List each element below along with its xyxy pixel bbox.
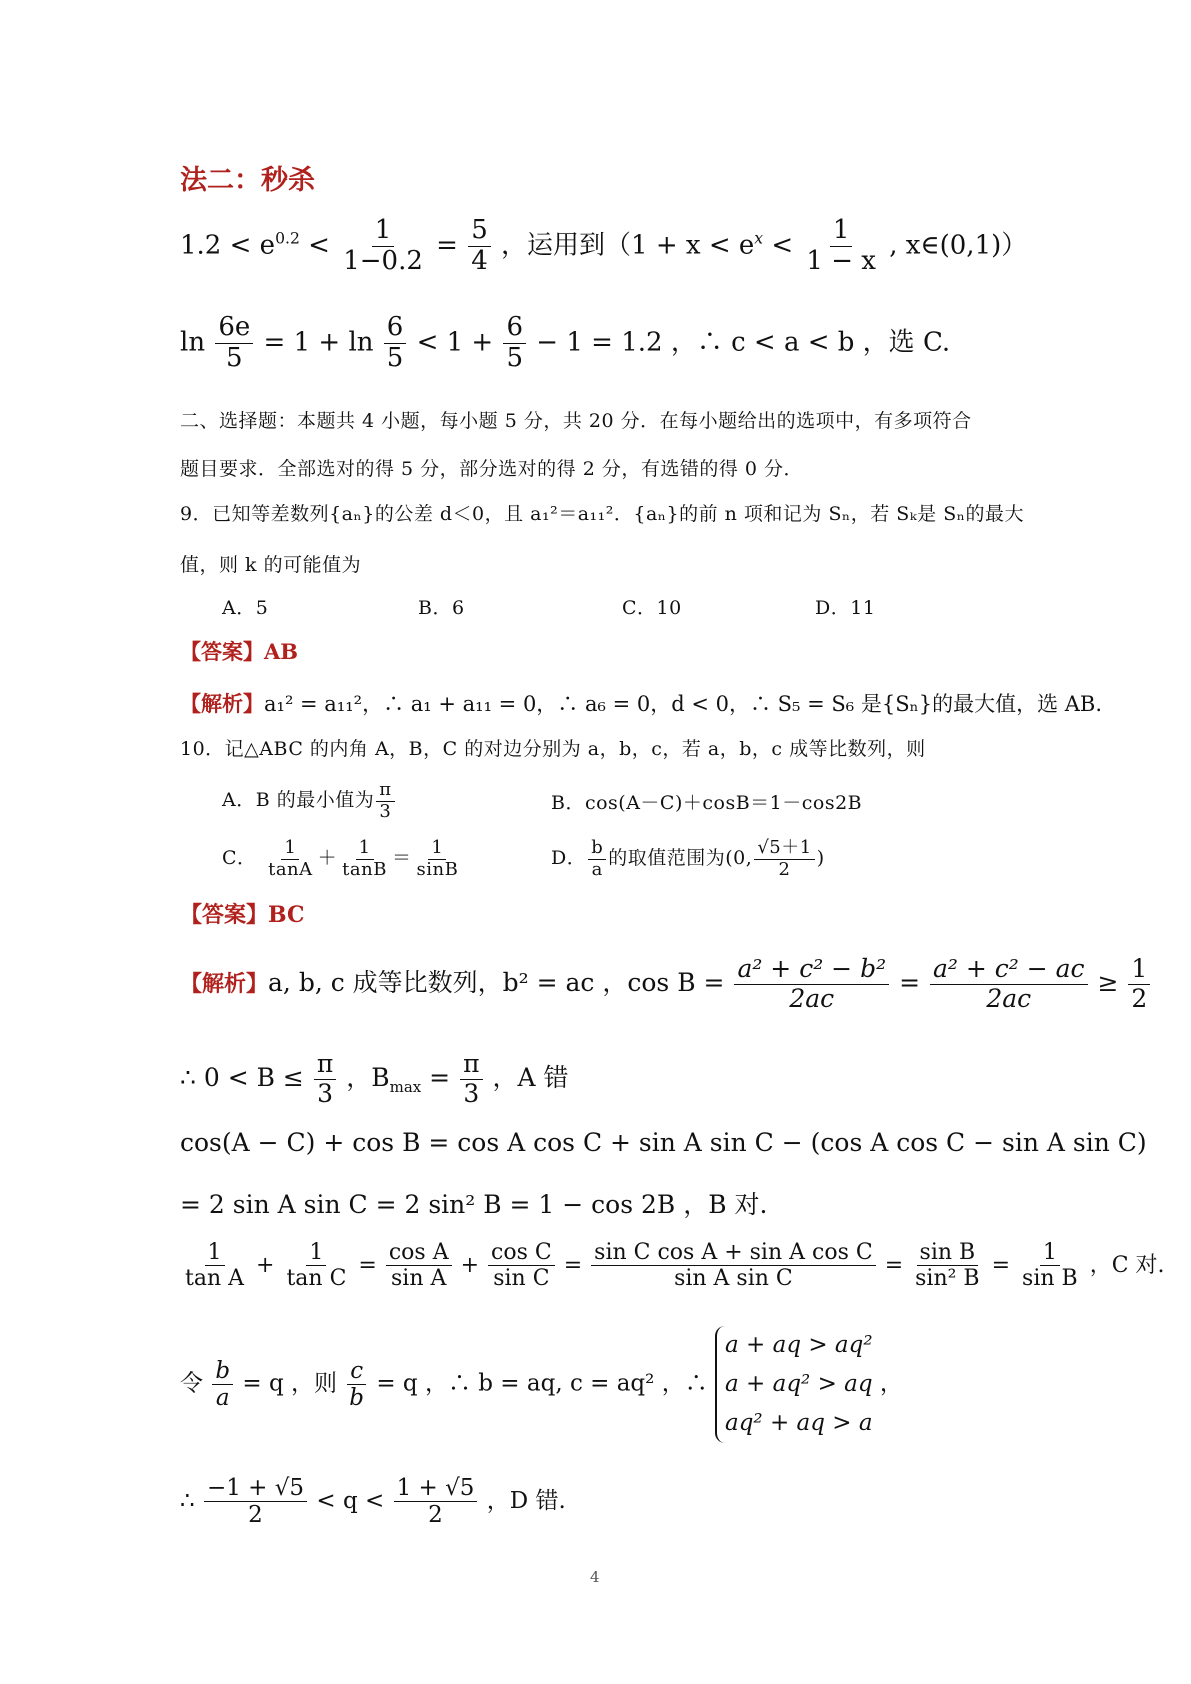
m2-frac3-num: 6 — [503, 313, 526, 344]
m1-exp: 0.2 — [275, 229, 300, 248]
a2-d: ，A 错 — [492, 1062, 569, 1092]
q10-c-frac2-num: 1 — [356, 838, 374, 860]
q10-d-range-den: 2 — [778, 858, 791, 880]
q10-c-label: C． — [222, 847, 257, 870]
m2-frac3 — [503, 313, 526, 374]
a5-frac7 — [1019, 1240, 1081, 1292]
a2-c: = — [421, 1062, 451, 1092]
m1-tail: , x∈(0,1)） — [889, 230, 1028, 261]
q10-answer-value: BC — [268, 902, 305, 928]
a1-frac2 — [930, 955, 1088, 1014]
a1-eq: = — [899, 967, 921, 997]
m2-frac1-den: 5 — [226, 342, 243, 373]
q10-option-b: B．cos(A－C)＋cosB＝1－cos2B — [551, 792, 863, 814]
bound-line-ln — [180, 313, 950, 374]
q10-d-frac-den: a — [591, 858, 603, 880]
a5-plus2: + — [460, 1252, 480, 1278]
q9-stem-2: 值，则 k 的可能值为 — [180, 554, 362, 576]
m2-frac2-den: 5 — [386, 342, 404, 373]
m2-p1: = 1 + ln — [263, 327, 374, 358]
m2-p3: − 1 = 1.2 ，∴ c < a < b ，选 C. — [536, 327, 951, 358]
a5-f5-den: sin A sin C — [674, 1266, 793, 1292]
q10-c-frac2-den: tanB — [342, 858, 387, 880]
a5-frac5 — [591, 1240, 876, 1292]
a2-frac2-num: π — [460, 1050, 482, 1080]
a5-plus: + — [256, 1252, 275, 1278]
a5-eq3: = — [884, 1252, 904, 1278]
a7-f2-den: 2 — [428, 1502, 443, 1529]
a2-a: ∴ 0 < B ≤ — [180, 1062, 304, 1092]
a1-text: a, b, c 成等比数列，b² = ac ，cos B = — [268, 967, 725, 997]
a6-sys-1: a + aq > aq² — [725, 1332, 873, 1358]
q9-analysis — [180, 688, 1102, 718]
m2-frac1 — [215, 313, 253, 374]
a5-frac1 — [182, 1240, 247, 1292]
a2-frac-num: π — [314, 1050, 336, 1080]
q10-answer-label: 【答案】 — [180, 903, 269, 928]
a6-f2-num: c — [347, 1358, 366, 1385]
q10-c-frac3-num: 1 — [428, 838, 446, 860]
m1-mid: ，运用到（1 + x < e — [501, 230, 755, 261]
a5-frac3 — [386, 1240, 452, 1292]
q10-c-frac1-den: tanA — [268, 858, 313, 880]
q10-analysis-line1 — [180, 955, 1152, 1014]
q10-analysis-line4: = 2 sin A sin C = 2 sin² B = 1 − cos 2B ，B 对. — [180, 1190, 768, 1219]
q10-c-eq: ＝ — [391, 847, 412, 870]
a5-f5-num: sin C cos A + sin A cos C — [591, 1240, 876, 1266]
a5-f4-den: sin C — [493, 1266, 550, 1292]
a7-f1-den: 2 — [248, 1502, 263, 1529]
a5-f1-den: tan A — [185, 1266, 245, 1292]
a5-f7-num: 1 — [1040, 1240, 1060, 1266]
q9-option-c: C．10 — [622, 597, 682, 619]
a7-therefore: ∴ — [180, 1487, 195, 1514]
q10-answer — [180, 898, 305, 929]
q10-c-frac1 — [265, 838, 316, 880]
q10-c-frac1-num: 1 — [281, 838, 299, 860]
a5-f4-num: cos C — [488, 1240, 555, 1266]
q10-d-close: ) — [816, 847, 825, 870]
a6-frac1 — [212, 1358, 233, 1412]
q9-analysis-text: a₁² = a₁₁²，∴ a₁ + a₁₁ = 0，∴ a₆ = 0，d < 0，∴ S₅ = S₆ 是{Sₙ}的最大值，选 AB. — [264, 692, 1103, 716]
a1-frac1-den: 2ac — [789, 983, 835, 1013]
q9-option-a: A．5 — [222, 597, 269, 619]
q10-d-frac — [588, 838, 606, 880]
q10-d-range-frac — [754, 838, 814, 880]
page-number: 4 — [590, 1568, 600, 1586]
a6-system — [715, 1326, 873, 1443]
a5-f6-num: sin B — [917, 1240, 979, 1266]
q10-stem: 10．记△ABC 的内角 A，B，C 的对边分别为 a，b，c，若 a，b，c 成等比数列，则 — [180, 738, 926, 760]
a2-frac-den: 3 — [317, 1078, 333, 1108]
a6-sys-3: aq² + aq > a — [725, 1410, 873, 1437]
q10-c-frac3-den: sinB — [416, 858, 459, 880]
a2-sub: max — [389, 1077, 422, 1096]
q10-d-frac-num: b — [588, 838, 606, 860]
q10-d-label: D． — [551, 847, 587, 870]
q10-analysis-label: 【解析】 — [180, 971, 269, 997]
a5-eq2: = — [563, 1252, 583, 1278]
q10-analysis-line3: cos(A − C) + cos B = cos A cos C + sin A sin C − (cos A cos C − sin A sin C) — [180, 1128, 1147, 1157]
m1-frac2-num: 5 — [468, 216, 491, 247]
m1-frac1-den: 1−0.2 — [343, 245, 423, 276]
m2-frac3-den: 5 — [506, 342, 524, 373]
q9-answer-label: 【答案】 — [180, 640, 264, 664]
q10-option-a — [222, 780, 397, 822]
a6-f1-num: b — [212, 1358, 233, 1385]
m1-lt2: < — [763, 230, 802, 261]
m1-frac1 — [340, 216, 426, 277]
q10-c-frac2 — [339, 838, 390, 880]
a7-f1-num: −1 + √5 — [204, 1475, 307, 1502]
a5-f3-den: sin A — [391, 1266, 447, 1292]
q10-analysis-line7 — [180, 1475, 566, 1529]
m2-ln: ln — [180, 327, 206, 358]
a6-f2-den: b — [349, 1385, 365, 1412]
a2-b: ，B — [346, 1062, 390, 1092]
a5-frac4 — [488, 1240, 555, 1292]
a7-frac1 — [204, 1475, 307, 1529]
q9-option-d: D．11 — [815, 597, 876, 619]
method-two-heading: 法二：秒杀 — [180, 165, 315, 196]
a1-frac3-den: 2 — [1131, 983, 1148, 1013]
q10-a-text: A．B 的最小值为 — [222, 789, 375, 812]
m2-frac2-num: 6 — [384, 313, 407, 344]
q9-stem-1: 9．已知等差数列{aₙ}的公差 d＜0，且 a₁²＝a₁₁²．{aₙ}的前 n 项和记为 Sₙ，若 Sₖ是 Sₙ的最大 — [180, 503, 1024, 525]
a5-eq1: = — [358, 1252, 377, 1278]
a2-frac-2 — [460, 1050, 482, 1109]
q10-analysis-line2 — [180, 1050, 569, 1109]
m2-frac2 — [384, 313, 407, 374]
a7-tail: ，D 错. — [486, 1487, 566, 1514]
a5-f1-num: 1 — [205, 1240, 225, 1266]
a5-f6-den: sin² B — [915, 1266, 980, 1292]
a5-frac6 — [912, 1240, 982, 1292]
a5-f2-num: 1 — [306, 1240, 326, 1266]
q10-a-num: π — [376, 780, 394, 802]
q10-c-frac3 — [413, 838, 461, 880]
m1-frac3 — [803, 216, 879, 277]
a2-frac2-den: 3 — [463, 1078, 480, 1108]
a1-ge: ≥ — [1097, 967, 1119, 997]
a7-f2-num: 1 + √5 — [394, 1475, 478, 1502]
bound-line-e02 — [180, 216, 1027, 277]
a6-comma: ， — [879, 1370, 903, 1397]
a6-frac2 — [346, 1358, 367, 1412]
m2-frac1-num: 6e — [215, 313, 253, 344]
q10-c-plus: ＋ — [317, 847, 338, 870]
a5-tail: ，C 对. — [1089, 1252, 1165, 1278]
section-two-instructions-2: 题目要求．全部选对的得 5 分，部分选对的得 2 分，有选错的得 0 分． — [180, 458, 804, 480]
a6-ling: 令 — [180, 1370, 203, 1397]
a6-t1: = q ，则 — [242, 1370, 337, 1397]
m1-left: 1.2 < e — [180, 230, 276, 261]
section-two-instructions-1: 二、选择题：本题共 4 小题，每小题 5 分，共 20 分．在每小题给出的选项中，有多项符合 — [180, 410, 972, 432]
a1-frac1 — [734, 955, 889, 1014]
a1-frac1-num: a² + c² − b² — [734, 955, 889, 985]
a1-frac2-den: 2ac — [986, 983, 1032, 1013]
a1-frac2-num: a² + c² − ac — [930, 955, 1088, 985]
a1-frac3-num: 1 — [1128, 955, 1150, 985]
a5-frac2 — [283, 1240, 349, 1292]
q10-d-text: 的取值范围为(0, — [608, 847, 753, 870]
a7-frac2 — [394, 1475, 478, 1529]
a6-f1-den: a — [215, 1385, 230, 1412]
a7-mid: < q < — [316, 1487, 392, 1514]
q9-answer — [180, 636, 298, 666]
q10-analysis-line5 — [180, 1240, 1165, 1292]
m1-frac3-den: 1 − x — [806, 245, 876, 276]
m1-frac3-num: 1 — [830, 216, 853, 247]
m1-eq: = — [436, 230, 467, 261]
q9-answer-value: AB — [264, 639, 299, 664]
m1-frac2-den: 4 — [471, 245, 488, 276]
a5-f7-den: sin B — [1022, 1266, 1078, 1292]
a5-f2-den: tan C — [286, 1266, 347, 1292]
q10-a-frac — [376, 780, 394, 822]
m2-p2: < 1 + — [416, 327, 502, 358]
a6-t2: = q ，∴ b = aq, c = aq² ，∴ — [376, 1370, 708, 1397]
q9-analysis-label: 【解析】 — [180, 692, 264, 716]
m1-frac2 — [468, 216, 491, 277]
a5-f3-num: cos A — [386, 1240, 452, 1266]
a5-eq4: = — [991, 1252, 1011, 1278]
m1-exp2: x — [754, 229, 764, 248]
a1-frac3 — [1128, 955, 1150, 1014]
m1-lt: < — [299, 230, 339, 261]
q10-analysis-line6 — [180, 1326, 903, 1443]
q10-d-range-num: √5＋1 — [754, 838, 814, 860]
q10-option-c — [222, 838, 463, 880]
m1-frac1-num: 1 — [372, 216, 395, 247]
a2-frac — [314, 1050, 336, 1109]
a6-sys-2: a + aq² > aq — [725, 1371, 873, 1398]
q10-a-den: 3 — [379, 800, 392, 822]
q9-option-b: B．6 — [418, 597, 465, 619]
q10-option-d — [551, 838, 825, 880]
